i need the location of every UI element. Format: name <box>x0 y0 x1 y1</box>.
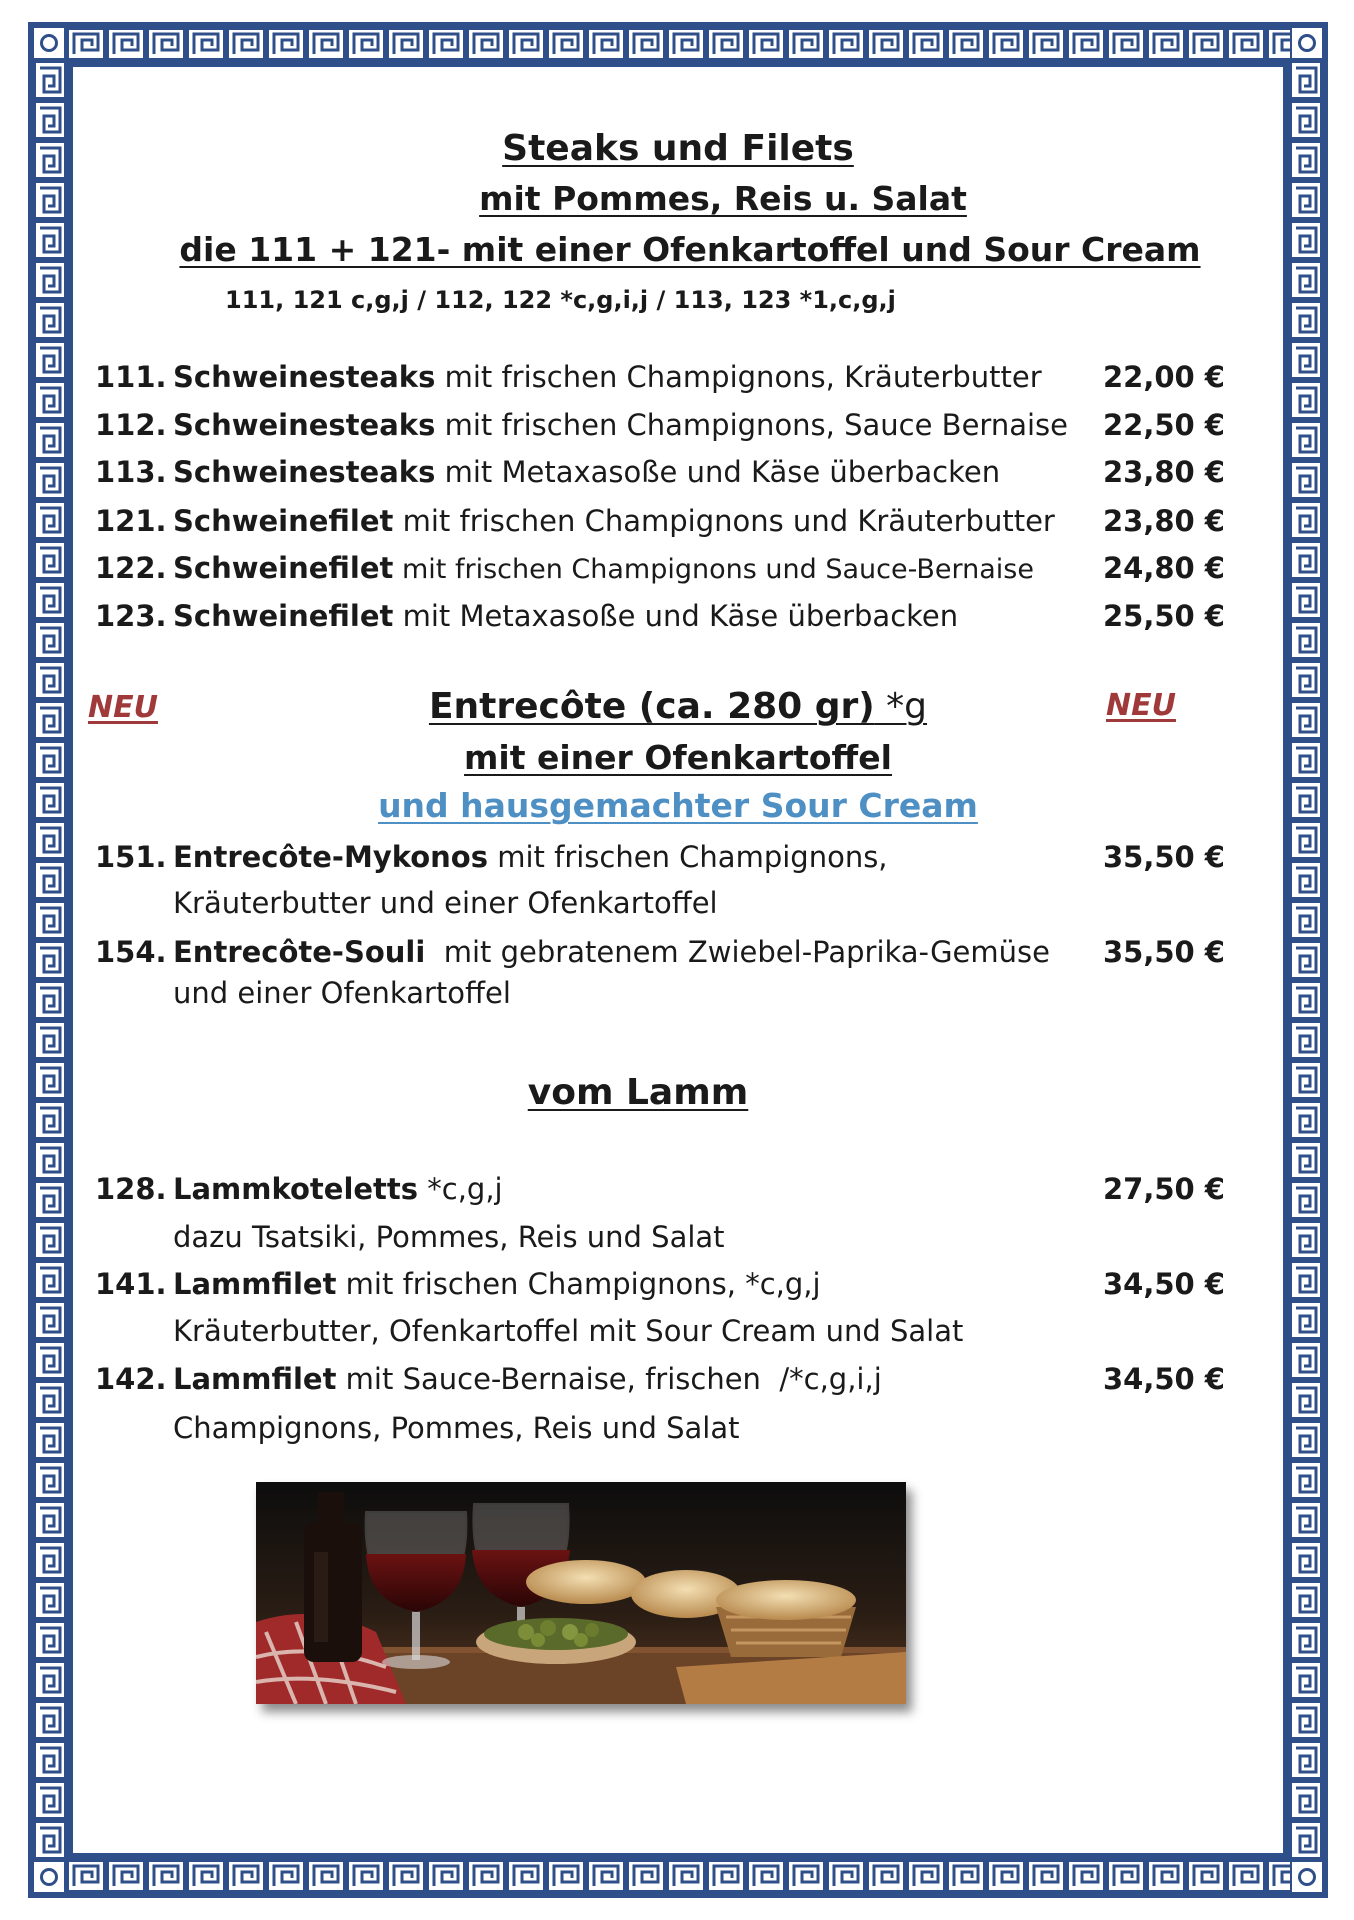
section-subtitle2-entrecote: und hausgemachter Sour Cream <box>378 786 978 825</box>
item-number: 154. <box>95 935 167 969</box>
greek-key-right <box>1288 60 1324 1860</box>
item-description: mit frischen Champignons, *c,g,j <box>336 1267 821 1301</box>
item-price: 35,50 € <box>1102 840 1225 874</box>
item-name: Lammfilet <box>173 1362 337 1396</box>
item-number: 123. <box>95 599 167 633</box>
entrecote-allergen: *g <box>874 686 928 727</box>
item-description: mit Metaxasoße und Käse überbacken <box>393 599 959 633</box>
item-number: 128. <box>95 1172 167 1206</box>
greek-key-bottom <box>66 1858 1290 1894</box>
item-number: 122. <box>95 551 167 585</box>
item-price: 24,80 € <box>1102 551 1225 585</box>
item-number: 111. <box>95 360 167 394</box>
item-description-continued: Kräuterbutter, Ofenkartoffel mit Sour Cream und Salat <box>173 1314 964 1348</box>
item-price: 34,50 € <box>1102 1267 1225 1301</box>
item-name: Schweinefilet <box>173 599 394 633</box>
item-price: 35,50 € <box>1102 935 1225 969</box>
wine-table-photo <box>256 1482 906 1704</box>
section-subtitle2-steaks: die 111 + 121- mit einer Ofenkartoffel und Sour Cream <box>179 230 1201 269</box>
item-number: 151. <box>95 840 167 874</box>
new-badge-left: NEU <box>88 690 158 725</box>
item-name: Schweinesteaks <box>173 408 436 442</box>
item-name: Schweinesteaks <box>173 360 436 394</box>
item-description: mit Sauce-Bernaise, frischen /*c,g,i,j <box>336 1362 882 1396</box>
greek-key-top <box>66 26 1290 62</box>
item-number: 112. <box>95 408 167 442</box>
section-subtitle-entrecote: mit einer Ofenkartoffel <box>464 738 892 777</box>
item-name: Schweinefilet <box>173 504 394 538</box>
item-price: 22,00 € <box>1102 360 1225 394</box>
border-corner <box>32 26 66 60</box>
allergen-note: 111, 121 c,g,j / 112, 122 *c,g,i,j / 113, 123 *1,c,g,j <box>225 286 896 314</box>
item-name: Entrecôte-Souli <box>173 935 426 969</box>
item-description: mit frischen Champignons und Kräuterbutter <box>393 504 1055 538</box>
item-price: 23,80 € <box>1102 504 1225 538</box>
item-name: Lammkoteletts <box>173 1172 419 1206</box>
item-description-continued: dazu Tsatsiki, Pommes, Reis und Salat <box>173 1220 725 1254</box>
item-number: 121. <box>95 504 167 538</box>
item-name: Schweinefilet <box>173 551 394 585</box>
entrecote-title: Entrecôte (ca. 280 gr) <box>428 686 875 727</box>
item-description-continued: Champignons, Pommes, Reis und Salat <box>173 1411 740 1445</box>
item-price: 34,50 € <box>1102 1362 1225 1396</box>
item-price: 27,50 € <box>1102 1172 1225 1206</box>
item-name: Lammfilet <box>173 1267 337 1301</box>
item-description: mit frischen Champignons und Sauce-Bernaise <box>393 554 1034 585</box>
greek-key-left <box>32 60 68 1860</box>
item-description: *c,g,j <box>418 1172 503 1206</box>
item-description-continued: und einer Ofenkartoffel <box>173 976 511 1010</box>
item-price: 22,50 € <box>1102 408 1225 442</box>
item-description: mit gebratenem Zwiebel-Paprika-Gemüse <box>425 935 1050 969</box>
border-corner <box>1290 26 1324 60</box>
section-title-lamm: vom Lamm <box>527 1072 749 1113</box>
section-subtitle-steaks: mit Pommes, Reis u. Salat <box>479 179 967 218</box>
item-description-continued: Kräuterbutter und einer Ofenkartoffel <box>173 886 718 920</box>
item-number: 113. <box>95 455 167 489</box>
item-name: Entrecôte-Mykonos <box>173 840 488 874</box>
item-price: 25,50 € <box>1102 599 1225 633</box>
section-title-entrecote <box>70 686 1286 727</box>
item-name: Schweinesteaks <box>173 455 436 489</box>
item-number: 142. <box>95 1362 167 1396</box>
border-corner <box>32 1860 66 1894</box>
item-number: 141. <box>95 1267 167 1301</box>
new-badge-right: NEU <box>1106 688 1176 723</box>
item-price: 23,80 € <box>1102 455 1225 489</box>
item-description: mit frischen Champignons, <box>488 840 888 874</box>
item-description: mit Metaxasoße und Käse überbacken <box>435 455 1001 489</box>
menu-content <box>70 64 1286 1856</box>
item-description: mit frischen Champignons, Kräuterbutter <box>435 360 1042 394</box>
item-description: mit frischen Champignons, Sauce Bernaise <box>435 408 1068 442</box>
border-corner <box>1290 1860 1324 1894</box>
section-title-steaks: Steaks und Filets <box>502 128 854 169</box>
